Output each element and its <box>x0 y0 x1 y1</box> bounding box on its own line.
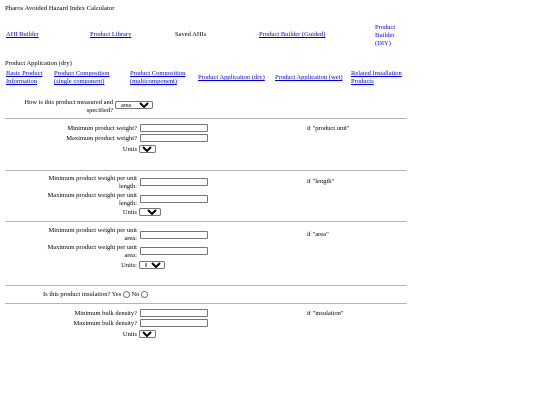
min-weight-input[interactable] <box>140 124 208 132</box>
tab-label-line: Products <box>351 78 374 85</box>
min-bulk-density-input[interactable] <box>140 309 208 317</box>
min-weight-area-label <box>5 227 137 242</box>
max-bulk-density-input[interactable] <box>140 319 208 327</box>
insulation-no-label: No <box>131 291 140 298</box>
tab-label-line: Basic Product <box>6 70 43 77</box>
tab-basic-product-information[interactable] <box>6 70 42 86</box>
tab-label-line: (multicomponent) <box>130 78 177 85</box>
label-line: length: <box>118 182 137 190</box>
max-bulk-density-label: Maximum bulk density? <box>73 320 137 327</box>
label-line: Maximum product weight per unit <box>47 192 137 199</box>
nav-product-library[interactable]: Product Library <box>90 31 132 38</box>
divider <box>5 285 407 286</box>
note-length: if "length" <box>307 178 335 185</box>
nav-diy-line-2: Builder <box>375 32 395 39</box>
tab-label-line: Product Composition <box>130 70 186 77</box>
max-weight-input[interactable] <box>140 134 208 142</box>
min-weight-length-label <box>5 175 137 190</box>
length-units-select[interactable] <box>139 208 161 216</box>
label-line: Minimum product weight per unit <box>48 175 137 182</box>
insulation-units-select[interactable] <box>139 330 156 338</box>
note-product-unit: if "product unit" <box>307 125 350 132</box>
tab-related-installation-products[interactable] <box>351 70 402 86</box>
measure-select[interactable] <box>115 101 153 109</box>
measure-question-label <box>5 99 113 114</box>
min-bulk-density-label: Minimum bulk density? <box>74 310 137 317</box>
insulation-question-row <box>43 291 148 299</box>
min-weight-label: Minimum product weight? <box>67 125 137 132</box>
label-line: Maximum product weight per unit <box>47 244 137 251</box>
tab-label-line: (single component) <box>54 78 105 85</box>
divider <box>5 170 407 171</box>
area-units-label: Units: <box>121 262 137 269</box>
insulation-units-label: Units <box>122 331 137 338</box>
tab-composition-multi[interactable] <box>130 70 185 86</box>
nav-saved-ahis: Saved AHIs <box>175 31 207 38</box>
insulation-yes-label: Yes <box>111 291 122 298</box>
measure-question-line-2: specified? <box>86 106 113 114</box>
note-insulation: if "insulation" <box>307 310 344 317</box>
label-line: length: <box>118 199 137 207</box>
section-title: Product Application (dry) <box>5 60 72 67</box>
tab-application-dry[interactable]: Product Application (dry) <box>198 74 265 81</box>
nav-product-builder-guided[interactable]: Product Builder (Guided) <box>259 31 326 38</box>
max-weight-label: Maximum product weight? <box>66 135 137 142</box>
tab-label-line: Information <box>6 78 38 85</box>
divider <box>5 221 407 222</box>
min-weight-length-input[interactable] <box>140 178 208 186</box>
unit-units-label: Units <box>122 146 137 153</box>
measure-question-line-1: How is this product measured and <box>24 99 113 106</box>
label-line: Minimum product weight per unit <box>48 227 137 234</box>
insulation-question-label: Is this product insulation? <box>43 291 111 298</box>
nav-diy-line-1: Product <box>375 24 396 31</box>
nav-ahi-builder[interactable]: AHI Builder <box>6 31 39 38</box>
length-units-label: Units <box>122 209 137 216</box>
area-units-select[interactable] <box>139 261 165 269</box>
unit-units-select[interactable] <box>139 145 156 153</box>
min-weight-area-input[interactable] <box>140 231 208 239</box>
tab-label-line: Related Installation <box>351 70 402 77</box>
tab-application-wet[interactable]: Product Application (wet) <box>275 74 343 81</box>
tab-composition-single[interactable] <box>54 70 109 86</box>
nav-diy-line-3: (DIY) <box>375 40 391 47</box>
insulation-yes-radio[interactable] <box>123 291 130 298</box>
max-weight-length-input[interactable] <box>140 195 208 203</box>
label-line: area: <box>124 234 137 242</box>
label-line: area: <box>124 251 137 259</box>
app-title: Pharos Avoided Hazard Index Calculator <box>5 5 115 12</box>
note-area: if "area" <box>307 231 329 238</box>
tab-label-line: Product Composition <box>54 70 110 77</box>
max-weight-length-label <box>5 192 137 207</box>
divider <box>5 303 407 304</box>
max-weight-area-input[interactable] <box>140 247 208 255</box>
divider <box>5 118 407 119</box>
max-weight-area-label <box>5 244 137 259</box>
insulation-no-radio[interactable] <box>141 291 148 298</box>
